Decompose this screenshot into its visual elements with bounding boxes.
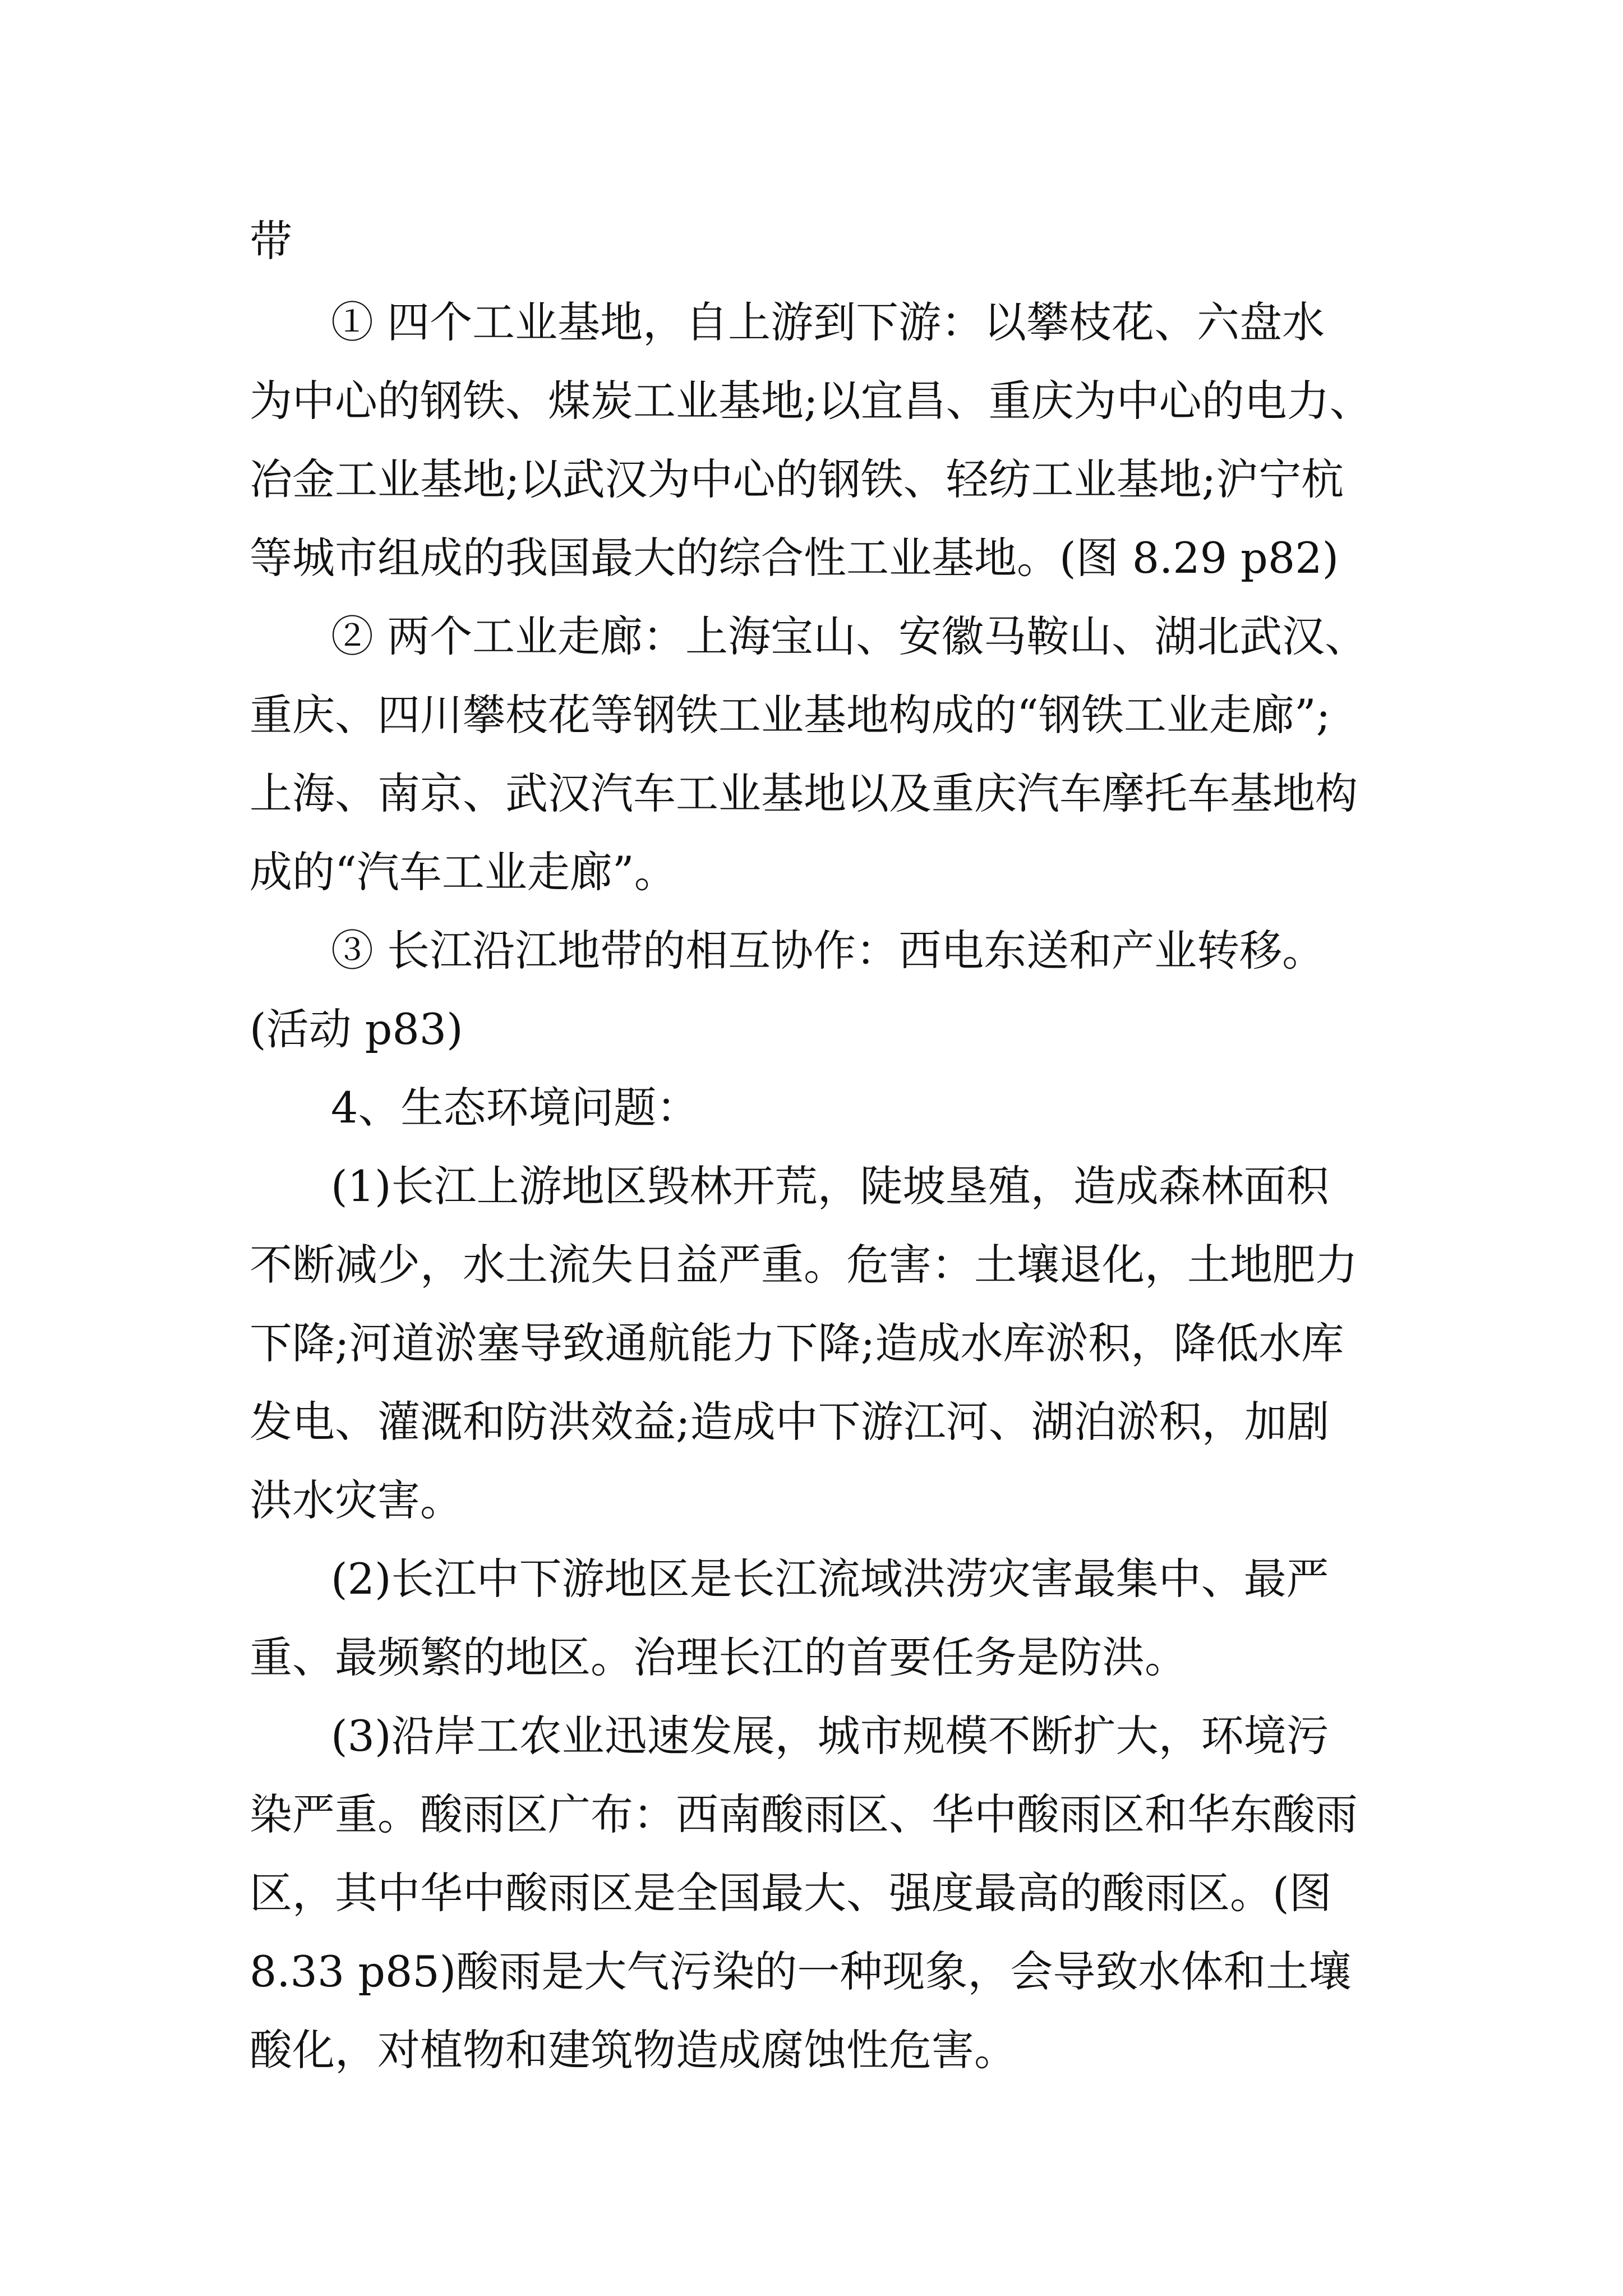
text-line: ③ 长江沿江地带的相互协作：西电东送和产业转移。 — [331, 926, 1325, 976]
text-line: 酸化，对植物和建筑物造成腐蚀性危害。 — [250, 2025, 1017, 2075]
text-line: 不断减少，水土流失日益严重。危害：土壤退化，土地肥力 — [250, 1240, 1358, 1290]
text-line: 冶金工业基地;以武汉为中心的钢铁、轻纺工业基地;沪宁杭 — [250, 454, 1344, 504]
text-line: 4、生态环境问题： — [331, 1083, 699, 1133]
text-line: ① 四个工业基地，自上游到下游：以攀枝花、六盘水 — [331, 297, 1325, 347]
text-line: 发电、灌溉和防洪效益;造成中下游江河、湖泊淤积，加剧 — [250, 1397, 1330, 1447]
text-line: 下降;河道淤塞导致通航能力下降;造成水库淤积，降低水库 — [250, 1318, 1344, 1368]
text-line: 重、最频繁的地区。治理长江的首要任务是防洪。 — [250, 1632, 1187, 1682]
text-line: 成的“汽车工业走廊”。 — [250, 847, 677, 897]
text-line: (1)长江上游地区毁林开荒，陡坡垦殖，造成森林面积 — [331, 1161, 1329, 1211]
text-line: 为中心的钢铁、煤炭工业基地;以宜昌、重庆为中心的电力、 — [250, 376, 1372, 426]
text-line: 重庆、四川攀枝花等钢铁工业基地构成的“钢铁工业走廊”; — [250, 690, 1331, 740]
text-line: 带 — [250, 216, 292, 266]
text-line: 8.33 p85)酸雨是大气污染的一种现象，会导致水体和土壤 — [250, 1947, 1352, 1996]
text-line: (3)沿岸工农业迅速发展，城市规模不断扩大，环境污 — [331, 1711, 1329, 1761]
text-line: (活动 p83) — [250, 1004, 463, 1054]
text-line: 区，其中华中酸雨区是全国最大、强度最高的酸雨区。(图 — [250, 1868, 1332, 1918]
text-line: 染严重。酸雨区广布：西南酸雨区、华中酸雨区和华东酸雨 — [250, 1789, 1358, 1839]
text-line: 上海、南京、武汉汽车工业基地以及重庆汽车摩托车基地构 — [250, 769, 1358, 818]
text-line: ② 两个工业走廊：上海宝山、安徽马鞍山、湖北武汉、 — [331, 611, 1368, 661]
text-line: (2)长江中下游地区是长江流域洪涝灾害最集中、最严 — [331, 1554, 1329, 1604]
text-line: 洪水灾害。 — [250, 1475, 463, 1525]
text-line: 等城市组成的我国最大的综合性工业基地。(图 8.29 p82) — [250, 533, 1339, 583]
